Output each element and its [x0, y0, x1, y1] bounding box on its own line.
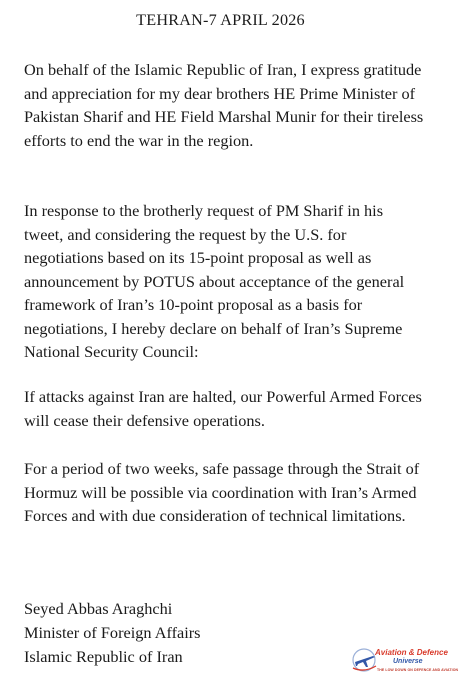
document-dateline: TEHRAN-7 APRIL 2026: [136, 11, 305, 29]
watermark-tagline: THE LOW DOWN ON DEFENCE AND AVIATION: [377, 668, 458, 672]
watermark-title: Aviation & Defence: [375, 648, 448, 657]
paragraph-gratitude: On behalf of the Islamic Republic of Iran, I express gratitude and appreciation for my dear brothers HE Prime Minister of Pakistan Sharif and HE Field Marshal Munir for their tireless efforts to end the war in the region.: [24, 60, 424, 150]
signatory-country: Islamic Republic of Iran: [24, 647, 183, 666]
paragraph-strait-of-hormuz: For a period of two weeks, safe passage through the Strait of Hormuz will be possible via coordination with Iran’s Armed Forces and with due consideration of technical limitations.: [24, 459, 420, 525]
signatory-name: Seyed Abbas Araghchi: [24, 599, 173, 618]
signatory-title: Minister of Foreign Affairs: [24, 623, 201, 642]
watermark-logo: [351, 643, 458, 677]
watermark-subtitle: Universe: [393, 658, 423, 665]
paragraph-ceasefire-condition: If attacks against Iran are halted, our Powerful Armed Forces will cease their defensive operations.: [24, 387, 422, 430]
paragraph-declaration: In response to the brotherly request of PM Sharif in his tweet, and considering the request by the U.S. for negotiations based on its 15-point proposal as well as announcement by POTUS about acceptance of the general framework of Iran’s 10-point proposal as a basis for negotiations, I hereby declare on behalf of Iran’s Supreme National Security Council:: [24, 201, 405, 361]
